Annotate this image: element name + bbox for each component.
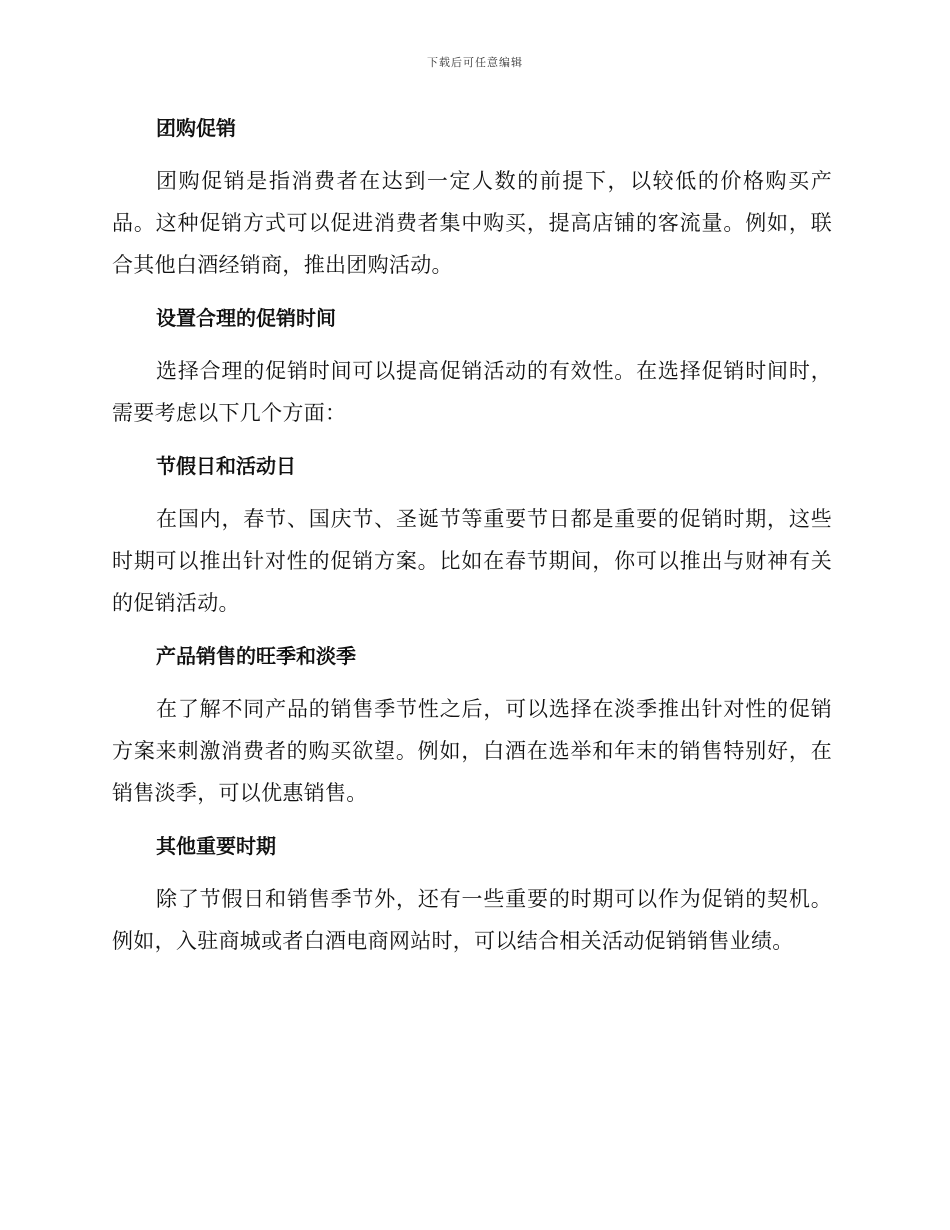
section-heading-group-buying: 团购促销 [156, 116, 236, 140]
document-body [112, 108, 832, 974]
paragraph-group-buying: 团购促销是指消费者在达到一定人数的前提下，以较低的价格购买产品。这种促销方式可以促进消费者集中购买，提高店铺的客流量。例如，联合其他白酒经销商，推出团购活动。 [112, 169, 832, 277]
paragraph-holidays: 在国内，春节、国庆节、圣诞节等重要节日都是重要的促销时期，这些时期可以推出针对性的促销方案。比如在春节期间，你可以推出与财神有关的促销活动。 [112, 507, 832, 615]
paragraph-promotion-timing: 选择合理的促销时间可以提高促销活动的有效性。在选择促销时间时，需要考虑以下几个方面： [112, 359, 832, 425]
section-heading-promotion-timing: 设置合理的促销时间 [156, 306, 336, 330]
header-note: 下载后可任意编辑 [427, 56, 523, 69]
section-heading-other-periods: 其他重要时期 [156, 834, 276, 858]
section-heading-holidays: 节假日和活动日 [156, 454, 296, 478]
paragraph-peak-off-season: 在了解不同产品的销售季节性之后，可以选择在淡季推出针对性的促销方案来刺激消费者的购买欲望。例如，白酒在选举和年末的销售特别好，在销售淡季，可以优惠销售。 [112, 697, 832, 805]
paragraph-other-periods: 除了节假日和销售季节外，还有一些重要的时期可以作为促销的契机。例如，入驻商城或者白酒电商网站时，可以结合相关活动促销销售业绩。 [112, 887, 832, 953]
section-heading-peak-off-season: 产品销售的旺季和淡季 [156, 644, 356, 668]
